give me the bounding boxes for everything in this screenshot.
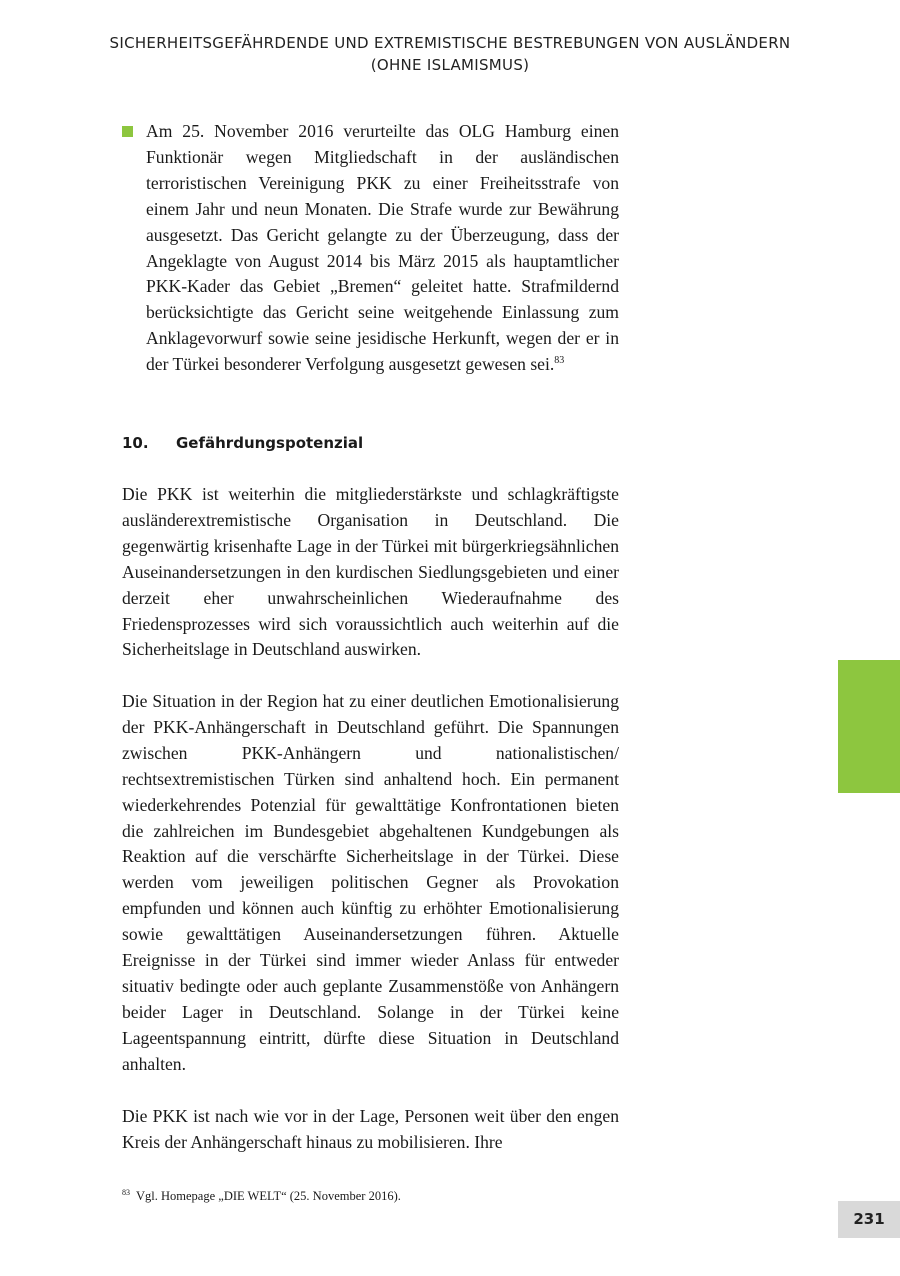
section-title: Gefährdungspotenzial: [176, 434, 364, 452]
running-header-line-2: (OHNE ISLAMISMUS): [370, 56, 530, 74]
footnote: [122, 1188, 722, 1204]
paragraph-1: Die PKK ist weiterhin die mitgliederstärkste und schlagkräftigste ausländerextremistische Organisation in Deutschland. Die gegenwärtig krisenhafte Lage in der Türkei mit bürgerkriegsähnlichen Auseinandersetzungen in den kurdischen Siedlungsgebieten und einer derzeit eher unwahrscheinlichen Wiederaufnahme des Friedensprozesses wird sich voraussichtlich auch weiterhin auf die Sicherheitslage in Deutschland auswirken.: [122, 484, 619, 660]
bullet-paragraph: [146, 119, 619, 378]
footnote-reference[interactable]: 83: [554, 355, 565, 367]
bullet-item: [122, 119, 619, 378]
paragraph-3: Die PKK ist nach wie vor in der Lage, Personen weit über den engen Kreis der Anhängerschaft hinaus zu mobilisieren. Ihre: [122, 1106, 619, 1152]
page-number: 231: [838, 1201, 900, 1238]
running-header-line-1: SICHERHEITSGEFÄHRDENDE UND EXTREMISTISCHE BESTREBUNGEN VON AUSLÄNDERN: [109, 34, 791, 52]
running-header: [0, 32, 900, 76]
paragraph-2: Die Situation in der Region hat zu einer deutlichen Emotionalisierung der PKK-Anhängerschaft in Deutschland geführt. Die Spannungen zwischen PKK-Anhängern und nationalistischen/ rechtsextremistischen Türken sind anhaltend hoch. Ein permanent wiederkehrendes Potenzial für gewalttätige Konfrontationen bieten die zahlreichen im Bundesgebiet abgehaltenen Kundgebungen als Reaktion auf die verschärfte Sicherheitslage in der Türkei. Diese werden vom jeweiligen politischen Gegner als Provokation empfunden und können auch künftig zu erhöhter Emotionalisierung sowie gewalttätigen Auseinandersetzungen führen. Aktuelle Ereignisse in der Türkei sind immer wieder Anlass für entweder situativ bedingte oder auch geplante Zusammenstöße von Anhängern beider Lager in Deutschland. Solange in der Türkei keine Lageentspannung eintritt, dürfte diese Situation in Deutschland anhalten.: [122, 691, 619, 1074]
chapter-tab-marker: [838, 660, 900, 793]
section-number: 10.: [122, 434, 149, 452]
bullet-square-icon: [122, 126, 133, 137]
footnote-text: Vgl. Homepage „DIE WELT“ (25. November 2016).: [136, 1189, 401, 1203]
bullet-text: Am 25. November 2016 verurteilte das OLG Hamburg einen Funktionär wegen Mitgliedschaft in der ausländischen terroristischen Vereinigung PKK zu einer Freiheitsstrafe von einem Jahr und neun Monaten. Die Strafe wurde zur Bewährung ausgesetzt. Das Gericht gelangte zu der Überzeugung, dass der Angeklagte von August 2014 bis März 2015 als hauptamtlicher PKK-Kader das Gebiet „Bremen“ geleitet hatte. Strafmildernd berücksichtigte das Gericht seine weitgehende Einlassung zum Anklagevorwurf sowie seine jesidische Herkunft, wegen der er in der Türkei besonderer Verfolgung ausgesetzt gewesen sei.: [146, 121, 619, 375]
footnote-number: 83: [122, 1187, 130, 1197]
section-heading: [122, 432, 619, 454]
